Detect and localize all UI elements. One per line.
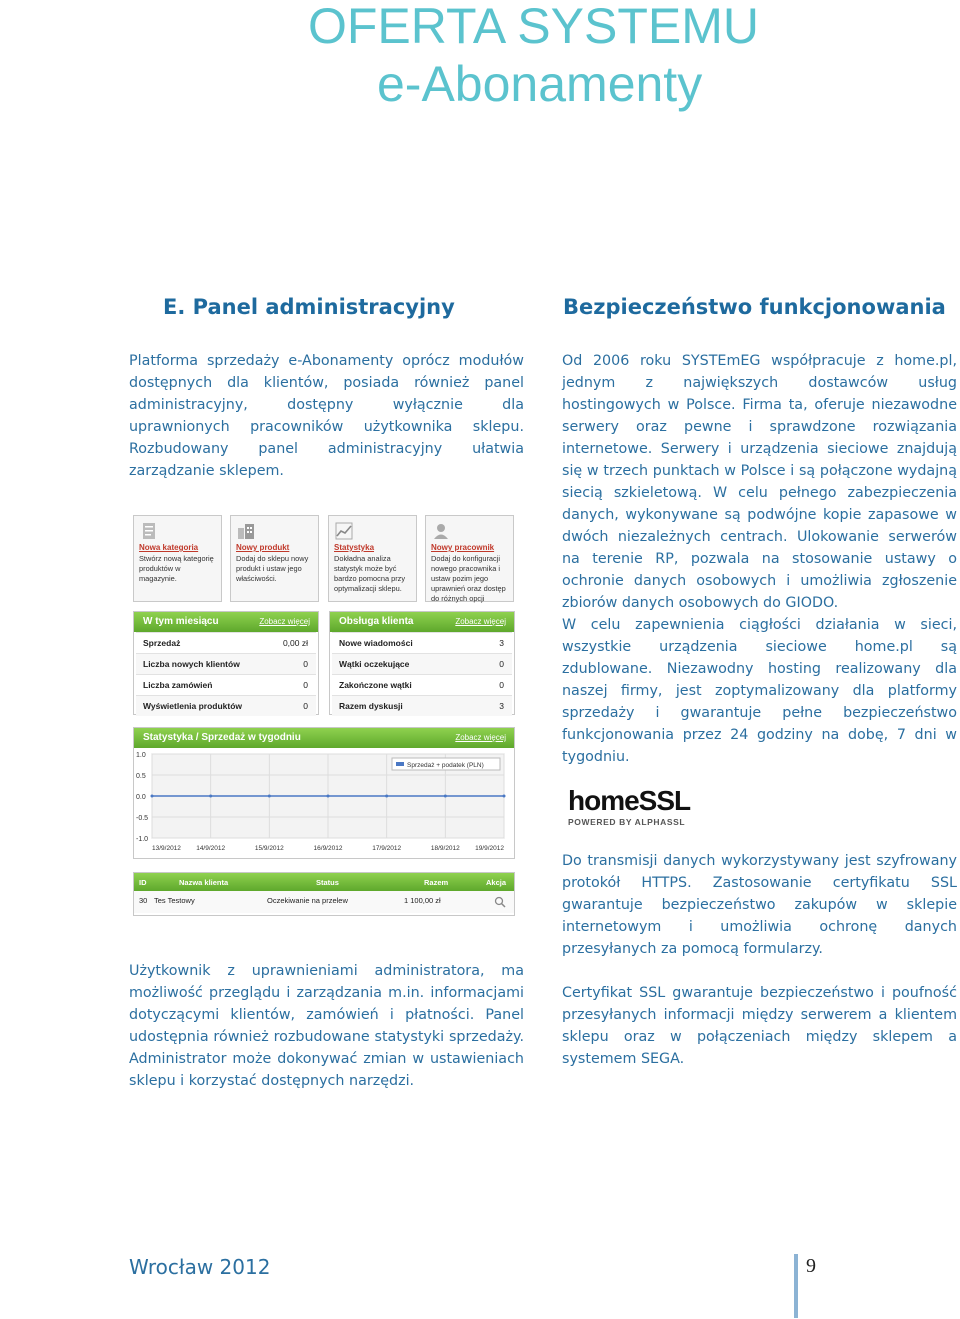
document-icon: [140, 522, 158, 540]
card-statistics: [328, 515, 417, 602]
data-point: [503, 795, 506, 798]
security-paragraph: Od 2006 roku SYSTEmEG współpracuje z home.pl, jednym z największych dostawców usług hostingowych w Polsce. Firma ta, oferuje niezawodne serwery oraz pewne i sprawdzone rozwiązania internetowe. Serwery i urządzenia sieciowe znajdują się w trzech punktach w Polsce i są połączone wydajną siecią szkieletową. W celu pełnego zabezpieczenia danych, wykonywane są podwójne kopie zapasowe w dwóch niezależnych centrach. Ulokowanie serwerów na terenie RP, pozwala na stosowanie ustawy o ochronie danych osobowych i umożliwia zgłoszenie zbiorów danych osobowych do GIODO.: [562, 353, 957, 611]
x-tick-label: 19/9/2012: [475, 845, 504, 852]
panel-row: [136, 653, 316, 674]
section-heading-security: Bezpieczeństwo funkcjonowania: [563, 295, 946, 319]
row-value: 0: [499, 659, 504, 669]
logo-main-text: homeSSL: [568, 785, 691, 816]
legend-swatch: [396, 762, 404, 766]
row-value: 0,00 zł: [282, 638, 308, 648]
card-description: Dodaj do sklepu nowy produkt i ustaw jego właściwości.: [236, 554, 309, 583]
panel-header: [330, 612, 514, 632]
row-value: 3: [499, 701, 504, 711]
availability-paragraph: W celu zapewnienia ciągłości działania w sieci, wszystkie urządzenia sieciowe home.pl są zdublowane. Niezawodny hosting realizowany dla naszej firmy, jest zoptymalizowany dla platformy sprzedaży i gwarantuje pełne bezpieczeństwo funkcjonowania przez 24 godziny na dobę, 7 dni w tygodniu.: [562, 617, 957, 765]
admin-panel-intro-text: Platforma sprzedaży e-Abonamenty oprócz modułów dostępnych dla klientów, posiada również panel administracyjny, dostępny wyłącznie dla uprawnionych pracowników użytkownika sklepu. Rozbudowany panel administracyjny ułatwia zarządzanie sklepem.: [129, 353, 524, 479]
section-heading-admin-panel: E. Panel administracyjny: [163, 295, 455, 319]
panel-row: [332, 632, 512, 653]
card-new-product: [230, 515, 319, 602]
x-tick-label: 17/9/2012: [372, 845, 402, 852]
user-icon: [432, 522, 450, 540]
search-icon[interactable]: [494, 896, 506, 908]
footer-divider: [794, 1254, 798, 1318]
logo-sub-text: POWERED BY ALPHASSL: [568, 817, 686, 827]
data-point: [268, 795, 271, 798]
column-header-client: Nazwa klienta: [179, 878, 229, 887]
row-label: Liczba zamówień: [143, 680, 213, 690]
row-label: Nowe wiadomości: [339, 638, 413, 648]
y-tick-label: 0.5: [136, 773, 146, 780]
page-number: 9: [806, 1255, 816, 1277]
security-text: [562, 350, 957, 768]
data-point: [327, 795, 330, 798]
card-description: Stwórz nową kategorię produktów w magazynie.: [139, 554, 214, 583]
see-more-link[interactable]: Zobacz więcej: [259, 617, 310, 626]
row-value: 0: [303, 701, 308, 711]
data-point: [444, 795, 447, 798]
row-value: 0: [499, 680, 504, 690]
row-value: 3: [499, 638, 504, 648]
card-new-category: [133, 515, 222, 602]
cell-status: Oczekiwanie na przelew: [267, 896, 348, 905]
cell-client: Tes Testowy: [154, 896, 195, 905]
row-value: 0: [303, 680, 308, 690]
panel-row: [332, 695, 512, 716]
see-more-link[interactable]: Zobacz więcej: [455, 617, 506, 626]
x-tick-label: 14/9/2012: [196, 845, 226, 852]
https-text: [562, 850, 957, 960]
column-header-status: Status: [316, 878, 339, 887]
panel-header: [134, 612, 318, 632]
row-label: Wyświetlenia produktów: [143, 701, 243, 711]
chart-icon: [335, 522, 353, 540]
card-description: Dokładna analiza statystyk może być bardzo pomocna przy optymalizacji sklepu.: [334, 554, 406, 593]
y-tick-label: 1.0: [136, 752, 146, 759]
panel-row: [136, 632, 316, 653]
https-paragraph: Do transmisji danych wykorzystywany jest szyfrowany protokół HTTPS. Zastosowanie certyfikatu SSL gwarantuje bezpieczeństwo zakupów w sklepie internetowym i umożliwia ochronę danych przesyłanych za pomocą formularzy.: [562, 853, 957, 957]
card-new-employee: [425, 515, 514, 602]
certificate-text: [562, 982, 957, 1070]
admin-panel-intro: [129, 350, 524, 482]
data-point: [209, 795, 212, 798]
row-label: Razem dyskusji: [339, 701, 403, 711]
column-header-total: Razem: [424, 878, 449, 887]
row-label: Sprzedaż: [143, 638, 181, 648]
cell-id: 30: [139, 896, 148, 905]
panel-this-month: [133, 611, 319, 715]
orders-table-header: [134, 873, 514, 891]
x-tick-label: 13/9/2012: [152, 845, 181, 852]
orders-table: [133, 872, 515, 916]
see-more-link[interactable]: Zobacz więcej: [455, 733, 506, 742]
homessl-logo: [568, 786, 690, 832]
x-tick-label: 18/9/2012: [430, 845, 460, 852]
admin-panel-summary: [129, 960, 524, 1092]
column-header-id: ID: [139, 878, 147, 887]
panel-customer-service: [329, 611, 515, 715]
panel-title: W tym miesiącu: [143, 616, 219, 627]
y-tick-label: -0.5: [136, 815, 149, 822]
panel-row: [332, 653, 512, 674]
row-value: 0: [303, 659, 308, 669]
card-title[interactable]: Nowy produkt: [236, 543, 290, 552]
document-title-line-2: e-Abonamenty: [377, 56, 703, 112]
cell-total: 1 100,00 zł: [404, 896, 441, 905]
card-title[interactable]: Statystyka: [334, 543, 375, 552]
data-point: [385, 795, 388, 798]
panel-title: Obsługa klienta: [339, 616, 414, 627]
card-title[interactable]: Nowa kategoria: [139, 543, 199, 552]
chart-header: [134, 728, 514, 748]
row-label: Wątki oczekujące: [339, 659, 410, 669]
row-label: Zakończone wątki: [339, 680, 412, 690]
buildings-icon: [237, 522, 255, 540]
table-row[interactable]: [134, 891, 514, 913]
row-label: Liczba nowych klientów: [143, 659, 240, 669]
panel-row: [332, 674, 512, 695]
document-title-line-1: OFERTA SYSTEMU: [308, 0, 760, 54]
weekly-sales-chart: [133, 727, 515, 859]
panel-row: [136, 695, 316, 716]
certificate-paragraph: Certyfikat SSL gwarantuje bezpieczeństwo i poufność przesyłanych informacji między serwerem a klientem sklepu oraz w połączeniach między sklepem a systemem SEGA.: [562, 985, 957, 1067]
panel-row: [136, 674, 316, 695]
x-tick-label: 16/9/2012: [313, 845, 343, 852]
y-tick-label: -1.0: [136, 836, 149, 843]
chart-plot: [134, 748, 514, 858]
card-description: Dodaj do konfiguracji nowego pracownika i ustaw pozim jego uprawnień oraz dostęp do różnych opcji: [431, 554, 506, 603]
chart-title: Statystyka / Sprzedaż w tygodniu: [143, 732, 301, 743]
footer-place-date: Wrocław 2012: [129, 1255, 271, 1279]
legend-label: Sprzedaż + podatek (PLN): [407, 762, 484, 769]
card-title[interactable]: Nowy pracownik: [431, 543, 495, 552]
column-header-action: Akcja: [486, 878, 507, 887]
admin-panel-summary-text: Użytkownik z uprawnieniami administratora, ma możliwość przeglądu i zarządzania m.in. informacjami dotyczącymi klientów, zamówień i płatności. Panel udostępnia również rozbudowane statystyki sprzedaży. Administrator może dokonywać zmian w ustawieniach sklepu i korzystać dostępnych narzędzi.: [129, 963, 524, 1089]
x-tick-label: 15/9/2012: [254, 845, 284, 852]
data-point: [151, 795, 154, 798]
y-tick-label: 0.0: [136, 794, 146, 801]
